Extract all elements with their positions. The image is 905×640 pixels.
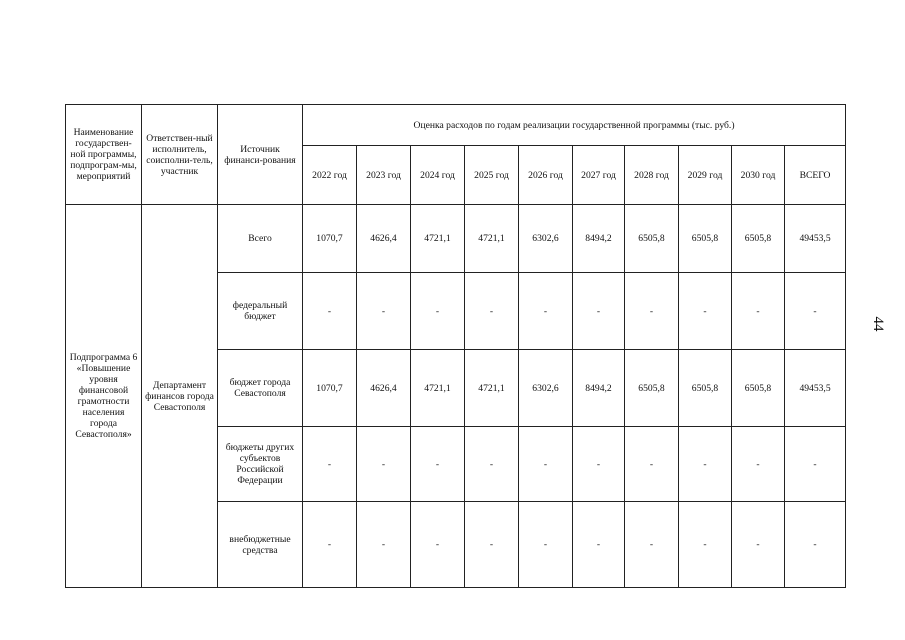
page-number: 44 (870, 316, 886, 332)
value-cell: - (357, 427, 411, 502)
value-cell: 6505,8 (679, 350, 732, 427)
value-cell: 8494,2 (573, 205, 625, 273)
value-cell: - (411, 502, 465, 588)
value-cell: 6302,6 (519, 350, 573, 427)
header-estimate-title: Оценка расходов по годам реализации государственной программы (тыс. руб.) (303, 105, 846, 146)
value-cell: - (411, 427, 465, 502)
value-cell: 6505,8 (625, 205, 679, 273)
value-cell: 6505,8 (732, 350, 785, 427)
value-cell: - (465, 502, 519, 588)
program-name-cell: Подпрограмма 6 «Повышение уровня финансовой грамотности населения города Севастополя» (66, 205, 142, 588)
total-cell: - (785, 427, 846, 502)
value-cell: 4721,1 (465, 350, 519, 427)
year-header: 2029 год (679, 146, 732, 205)
year-header: 2022 год (303, 146, 357, 205)
source-cell: внебюджетные средства (218, 502, 303, 588)
value-cell: - (732, 502, 785, 588)
value-cell: - (519, 502, 573, 588)
value-cell: 6302,6 (519, 205, 573, 273)
expenditure-table (65, 104, 846, 588)
value-cell: 4721,1 (465, 205, 519, 273)
value-cell: 4626,4 (357, 205, 411, 273)
value-cell: 6505,8 (679, 205, 732, 273)
year-header: 2023 год (357, 146, 411, 205)
year-header: 2024 год (411, 146, 465, 205)
year-header: 2027 год (573, 146, 625, 205)
total-cell: - (785, 502, 846, 588)
value-cell: - (303, 273, 357, 350)
value-cell: 4626,4 (357, 350, 411, 427)
value-cell: - (519, 427, 573, 502)
value-cell: 4721,1 (411, 350, 465, 427)
value-cell: - (732, 273, 785, 350)
year-header: 2025 год (465, 146, 519, 205)
value-cell: - (625, 502, 679, 588)
executor-cell: Департамент финансов города Севастополя (142, 205, 218, 588)
value-cell: 6505,8 (625, 350, 679, 427)
value-cell: - (573, 502, 625, 588)
value-cell: 4721,1 (411, 205, 465, 273)
year-header: 2030 год (732, 146, 785, 205)
total-cell: - (785, 273, 846, 350)
value-cell: - (357, 502, 411, 588)
total-header: ВСЕГО (785, 146, 846, 205)
value-cell: 8494,2 (573, 350, 625, 427)
value-cell: - (465, 273, 519, 350)
value-cell: 6505,8 (732, 205, 785, 273)
year-header: 2028 год (625, 146, 679, 205)
value-cell: - (303, 502, 357, 588)
value-cell: - (732, 427, 785, 502)
value-cell: 1070,7 (303, 350, 357, 427)
source-cell: федеральный бюджет (218, 273, 303, 350)
total-cell: 49453,5 (785, 350, 846, 427)
value-cell: - (679, 273, 732, 350)
value-cell: - (357, 273, 411, 350)
table-row (66, 205, 846, 273)
header-row (66, 105, 846, 146)
value-cell: - (573, 273, 625, 350)
source-cell: бюджет города Севастополя (218, 350, 303, 427)
year-header: 2026 год (519, 146, 573, 205)
value-cell: - (625, 427, 679, 502)
source-cell: Всего (218, 205, 303, 273)
value-cell: - (465, 427, 519, 502)
value-cell: - (679, 502, 732, 588)
value-cell: - (679, 427, 732, 502)
source-cell: бюджеты других субъектов Российской Федерации (218, 427, 303, 502)
header-source: Источник финанси-рования (218, 105, 303, 205)
value-cell: - (303, 427, 357, 502)
value-cell: - (625, 273, 679, 350)
value-cell: - (519, 273, 573, 350)
value-cell: - (411, 273, 465, 350)
value-cell: 1070,7 (303, 205, 357, 273)
total-cell: 49453,5 (785, 205, 846, 273)
header-program-name: Наименование государствен-ной программы, подпрограм-мы, мероприятий (66, 105, 142, 205)
header-executor: Ответствен-ный исполнитель, соисполни-тель, участник (142, 105, 218, 205)
value-cell: - (573, 427, 625, 502)
